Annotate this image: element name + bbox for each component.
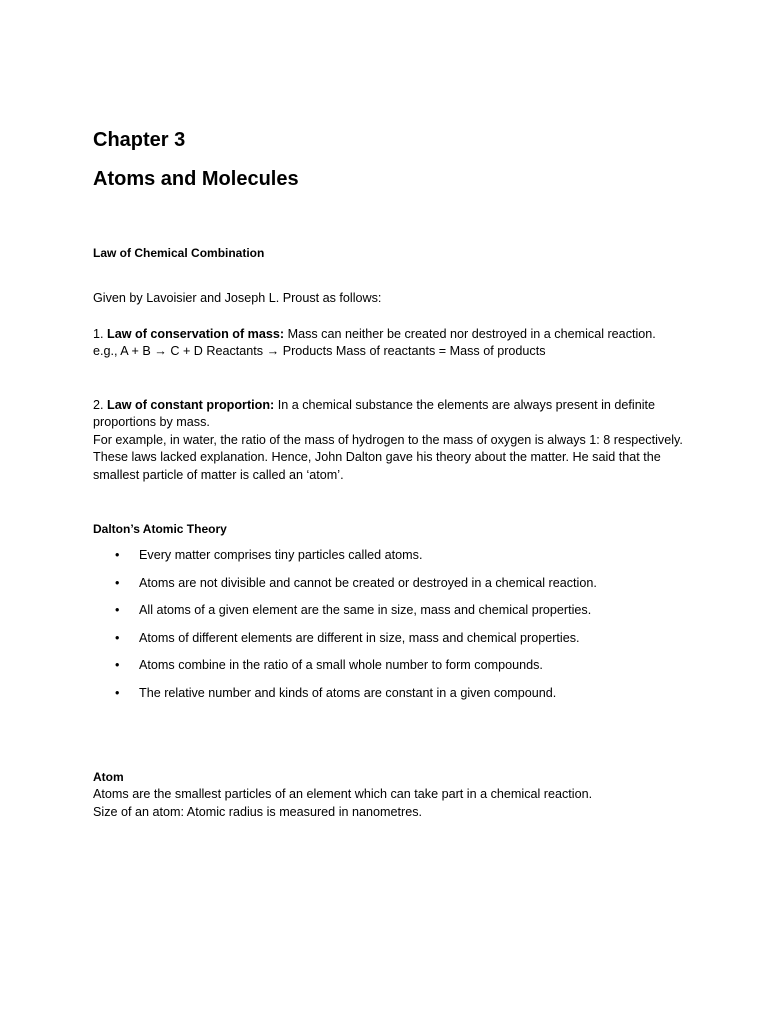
dalton-heading: Dalton’s Atomic Theory xyxy=(93,522,227,536)
law-section-heading: Law of Chemical Combination xyxy=(93,246,265,260)
list-item xyxy=(93,630,683,648)
bullet-icon: • xyxy=(115,685,120,700)
law2-paragraph xyxy=(93,397,683,485)
law2-example: For example, in water, the ratio of the mass of hydrogen to the mass of oxygen is always 1: 8 respectively. xyxy=(93,432,683,447)
law1-example: e.g., A + B → C + D Reactants → Products Mass of reactants = Mass of products xyxy=(93,344,546,358)
dalton-item-text: Atoms of different elements are different in size, mass and chemical properties. xyxy=(139,630,580,645)
list-item xyxy=(93,602,683,620)
dalton-item-text: Atoms combine in the ratio of a small whole number to form compounds. xyxy=(139,658,543,672)
list-item xyxy=(93,657,683,675)
bullet-icon: • xyxy=(115,630,120,645)
law1-text: Mass can neither be created nor destroyed in a chemical reaction. xyxy=(287,326,656,341)
law2-closing: These laws lacked explanation. Hence, John Dalton gave his theory about the matter. He said that the smallest particle of matter is called an ‘atom’. xyxy=(93,450,661,482)
list-item xyxy=(93,547,683,565)
bullet-icon: • xyxy=(115,548,120,562)
atom-line1: Atoms are the smallest particles of an element which can take part in a chemical reaction. xyxy=(93,787,593,801)
atom-paragraph xyxy=(93,786,683,821)
dalton-item-text: The relative number and kinds of atoms are constant in a given compound. xyxy=(139,685,557,700)
law-intro: Given by Lavoisier and Joseph L. Proust as follows: xyxy=(93,291,382,305)
law2-name: Law of constant proportion: xyxy=(107,397,275,412)
chapter-heading: Chapter 3 xyxy=(93,129,186,151)
bullet-icon: • xyxy=(115,575,120,590)
law1-number: 1. xyxy=(93,326,104,341)
bullet-icon: • xyxy=(115,603,120,617)
dalton-item-text: Atoms are not divisible and cannot be created or destroyed in a chemical reaction. xyxy=(139,575,597,590)
atom-line2: Size of an atom: Atomic radius is measured in nanometres. xyxy=(93,804,422,819)
dalton-item-text: All atoms of a given element are the same in size, mass and chemical properties. xyxy=(139,603,592,617)
dalton-list xyxy=(93,547,683,702)
law2-number: 2. xyxy=(93,397,104,412)
list-item xyxy=(93,575,683,593)
law2-text: In a chemical substance the elements are always present in definite proportions by mass. xyxy=(93,397,656,429)
document-content xyxy=(93,127,683,821)
law1-name: Law of conservation of mass: xyxy=(107,326,285,341)
list-item xyxy=(93,685,683,703)
law1-paragraph xyxy=(93,326,683,361)
atom-heading: Atom xyxy=(93,770,124,784)
bullet-icon: • xyxy=(115,658,120,672)
dalton-item-text: Every matter comprises tiny particles called atoms. xyxy=(139,548,423,562)
chapter-title: Atoms and Molecules xyxy=(93,168,299,190)
